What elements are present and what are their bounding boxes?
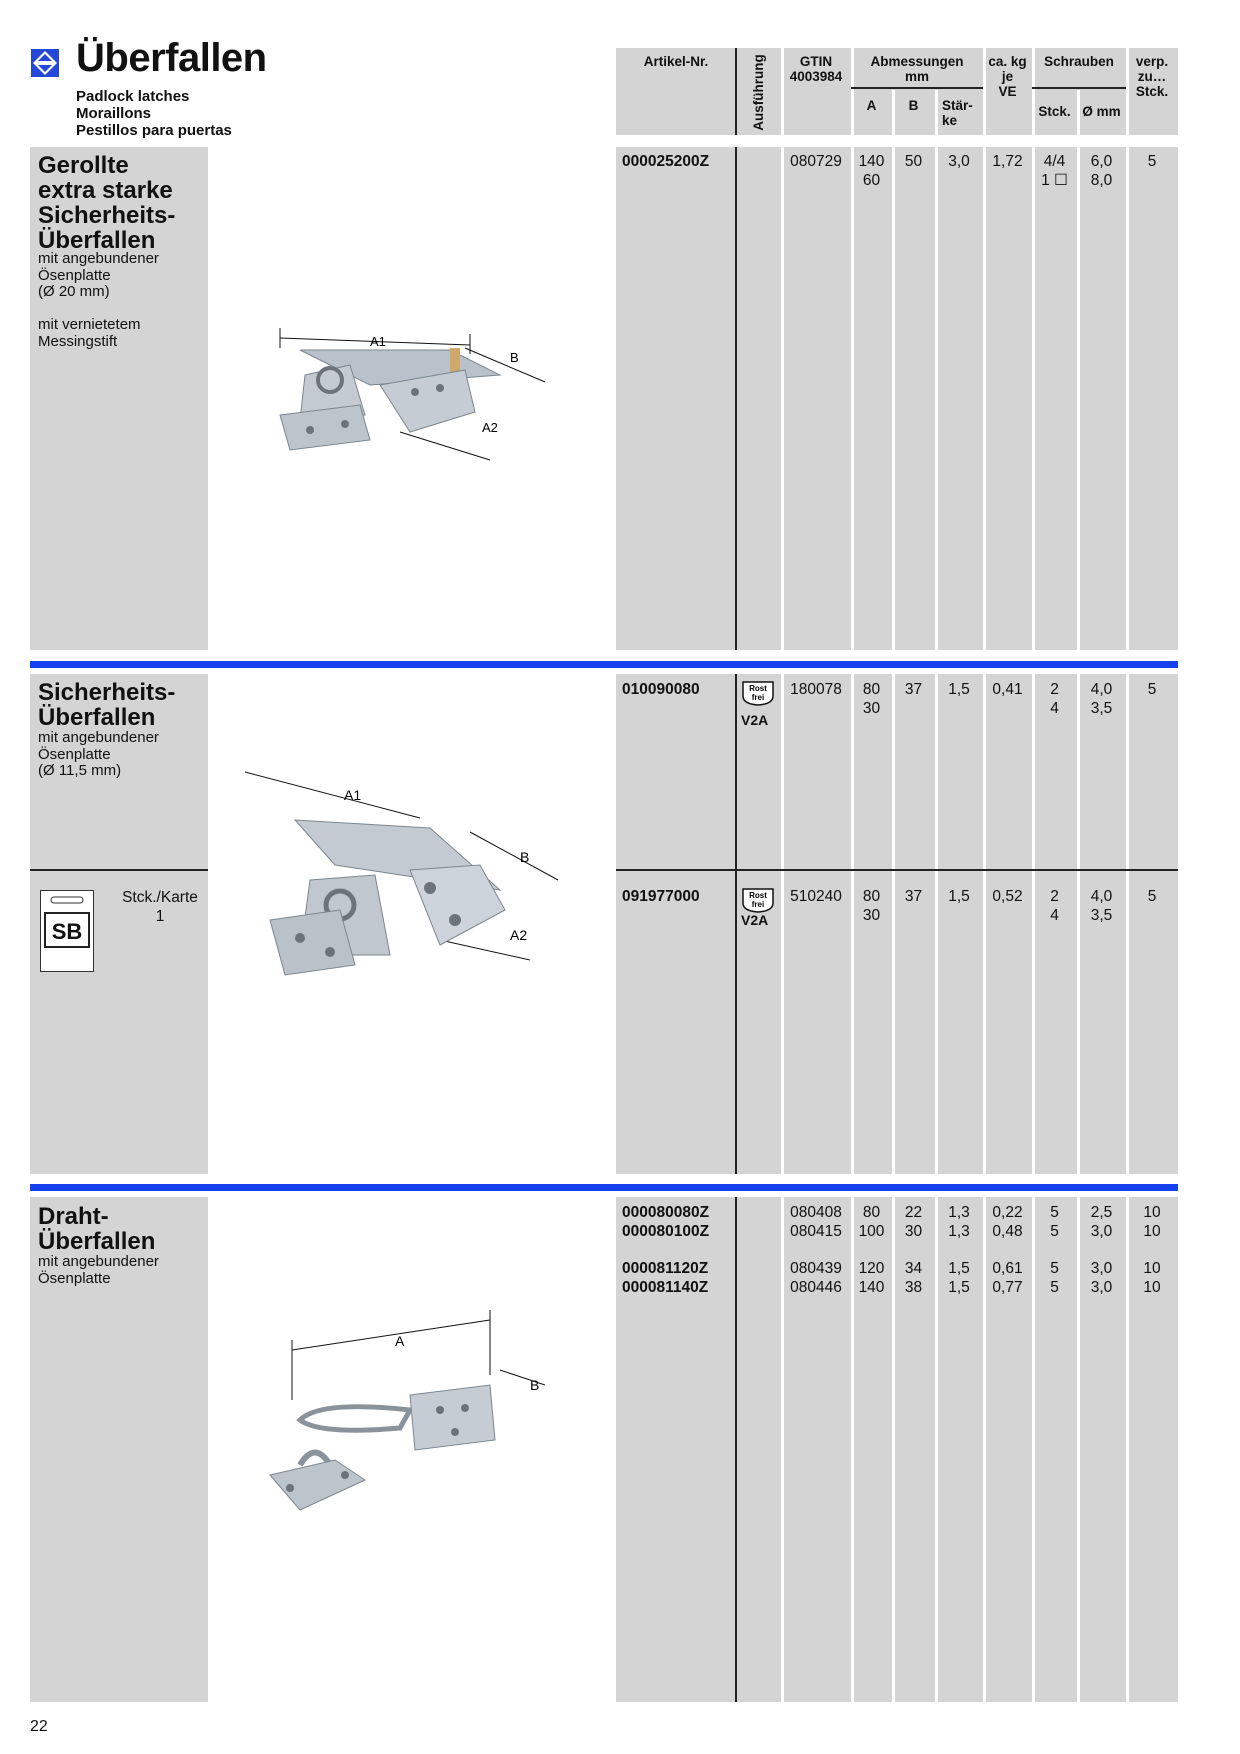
dim-a: 120 (858, 1260, 885, 1277)
rostfrei-badge-icon (741, 887, 775, 913)
screws-count: 2 4 (1050, 681, 1059, 717)
packing-unit: 10 (1143, 1279, 1161, 1296)
section-1-product-image (260, 320, 560, 490)
col-kg: ca. kg je VE (988, 54, 1027, 99)
packing-unit: 10 (1143, 1204, 1161, 1221)
section-divider (30, 661, 1178, 668)
svg-text:frei: frei (751, 900, 765, 909)
staerke: 1,3 (948, 1223, 970, 1240)
gtin: 080439 (790, 1260, 842, 1277)
dim-a: 140 (858, 1279, 885, 1296)
staerke: 1,3 (948, 1204, 970, 1221)
artikel-nr: 000025200Z (622, 153, 710, 170)
gtin: 080408 (790, 1204, 842, 1221)
artikel-nr: 000081120Z (622, 1260, 709, 1277)
page-number: 22 (30, 1718, 48, 1735)
staerke: 3,0 (948, 153, 970, 170)
artikel-nr: 000080080Z (622, 1204, 710, 1221)
staerke: 1,5 (948, 681, 970, 698)
col-stck: Stck. (1038, 104, 1071, 119)
gtin: 180078 (790, 681, 842, 698)
weight-kg: 0,48 (992, 1223, 1023, 1240)
artikel-nr: 000080100Z (622, 1223, 710, 1240)
material-v2a: V2A (741, 712, 769, 728)
svg-text:Rost: Rost (749, 684, 767, 693)
dim-b: 50 (904, 153, 923, 170)
screws-diameter: 2,5 (1090, 1204, 1113, 1221)
col-schrauben: Schrauben (1044, 54, 1114, 69)
section-3-description: mit angebundener Ösenplatte (38, 1253, 159, 1287)
subtitle-fr: Moraillons (76, 105, 152, 122)
sb-card-icon (40, 890, 94, 972)
screws-count: 5 (1050, 1260, 1059, 1277)
section-3-title: Draht- Überfallen (38, 1203, 156, 1255)
dim-a: 80 30 (862, 681, 881, 717)
section-2-description: mit angebundener Ösenplatte (Ø 11,5 mm) (38, 729, 159, 779)
artikel-nr: 000081140Z (622, 1279, 709, 1296)
stck-karte-value: 1 (155, 908, 165, 925)
section-1-label-a1: A1 (370, 334, 386, 349)
dim-a: 140 60 (858, 153, 885, 189)
artikel-nr: 091977000 (622, 888, 700, 905)
gtin: 510240 (790, 888, 842, 905)
dim-b: 30 (904, 1223, 923, 1240)
dim-b: 37 (904, 681, 923, 698)
section-divider (30, 1184, 1178, 1191)
col-dmm: Ø mm (1082, 104, 1121, 119)
subtitle-en: Padlock latches (76, 88, 190, 105)
weight-kg: 1,72 (992, 153, 1023, 170)
screws-diameter: 3,0 (1090, 1223, 1113, 1240)
screws-diameter: 6,0 8,0 (1090, 153, 1113, 189)
gtin: 080415 (790, 1223, 842, 1240)
rostfrei-badge-icon (741, 680, 775, 706)
staerke: 1,5 (948, 1260, 970, 1277)
section-1-label-a2: A2 (482, 420, 498, 435)
weight-kg: 0,61 (992, 1260, 1023, 1277)
screws-count: 4/4 1 ☐ (1041, 153, 1068, 189)
sb-label: SB (51, 919, 83, 944)
col-a: A (866, 98, 877, 113)
screws-diameter: 3,0 (1090, 1260, 1113, 1277)
col-gtin: GTIN 4003984 (789, 54, 843, 84)
stck-karte-label: Stck./Karte (122, 889, 198, 906)
screws-diameter: 4,0 3,5 (1090, 888, 1113, 924)
dim-b: 38 (904, 1279, 923, 1296)
brand-logo-icon (30, 48, 60, 78)
screws-count: 5 (1050, 1279, 1059, 1296)
packing-unit: 5 (1147, 153, 1157, 170)
packing-unit: 5 (1147, 681, 1157, 698)
section-3-label-a: A (395, 1333, 405, 1349)
screws-count: 5 (1050, 1204, 1059, 1221)
section-1-title: Gerollte extra starke Sicherheits- Überfallen (38, 152, 176, 254)
dim-a: 80 (862, 1204, 881, 1221)
section-2-label-b: B (520, 849, 530, 865)
stck-karte (110, 888, 210, 926)
gtin: 080446 (790, 1279, 842, 1296)
col-verp: verp. zu… Stck. (1135, 54, 1169, 99)
svg-text:frei: frei (751, 693, 765, 702)
weight-kg: 0,52 (992, 888, 1023, 905)
screws-count: 2 4 (1050, 888, 1059, 924)
packing-unit: 10 (1143, 1223, 1161, 1240)
section-3-label-b: B (530, 1377, 540, 1393)
section-2-label-a1: A1 (344, 787, 362, 803)
svg-text:Rost: Rost (749, 891, 767, 900)
section-2-label-a2: A2 (510, 927, 528, 943)
packing-unit: 5 (1147, 888, 1157, 905)
page-subtitles (76, 88, 232, 139)
section-1-data-panel (616, 147, 1178, 650)
section-1-description: mit angebundener Ösenplatte (Ø 20 mm) mit vernietetem Messingstift (38, 250, 159, 350)
col-artikel: Artikel-Nr. (643, 54, 709, 69)
col-b: B (908, 98, 919, 113)
weight-kg: 0,41 (992, 681, 1023, 698)
screws-diameter: 3,0 (1090, 1279, 1113, 1296)
artikel-nr: 010090080 (622, 681, 700, 698)
dim-a: 80 30 (862, 888, 881, 924)
screws-diameter: 4,0 3,5 (1090, 681, 1113, 717)
gtin: 080729 (790, 153, 842, 170)
page-title: Überfallen (76, 36, 267, 80)
subtitle-es: Pestillos para puertas (76, 122, 232, 139)
section-1-label-b: B (510, 350, 519, 365)
staerke: 1,5 (948, 1279, 970, 1296)
dim-b: 37 (904, 888, 923, 905)
col-staerke: Stär- ke (942, 98, 973, 128)
dim-a: 100 (858, 1223, 885, 1240)
section-2-product-image (240, 770, 570, 1000)
col-ausfuehrung: Ausführung (750, 54, 766, 131)
packing-unit: 10 (1143, 1260, 1161, 1277)
section-3-product-image (260, 1310, 560, 1540)
dim-b: 34 (904, 1260, 923, 1277)
staerke: 1,5 (948, 888, 970, 905)
col-abmessungen: Abmessungen mm (870, 54, 964, 84)
section-2-title: Sicherheits- Überfallen (38, 679, 176, 731)
dim-b: 22 (904, 1204, 923, 1221)
screws-count: 5 (1050, 1223, 1059, 1240)
weight-kg: 0,22 (992, 1204, 1023, 1221)
material-v2a: V2A (741, 912, 769, 928)
weight-kg: 0,77 (992, 1279, 1023, 1296)
